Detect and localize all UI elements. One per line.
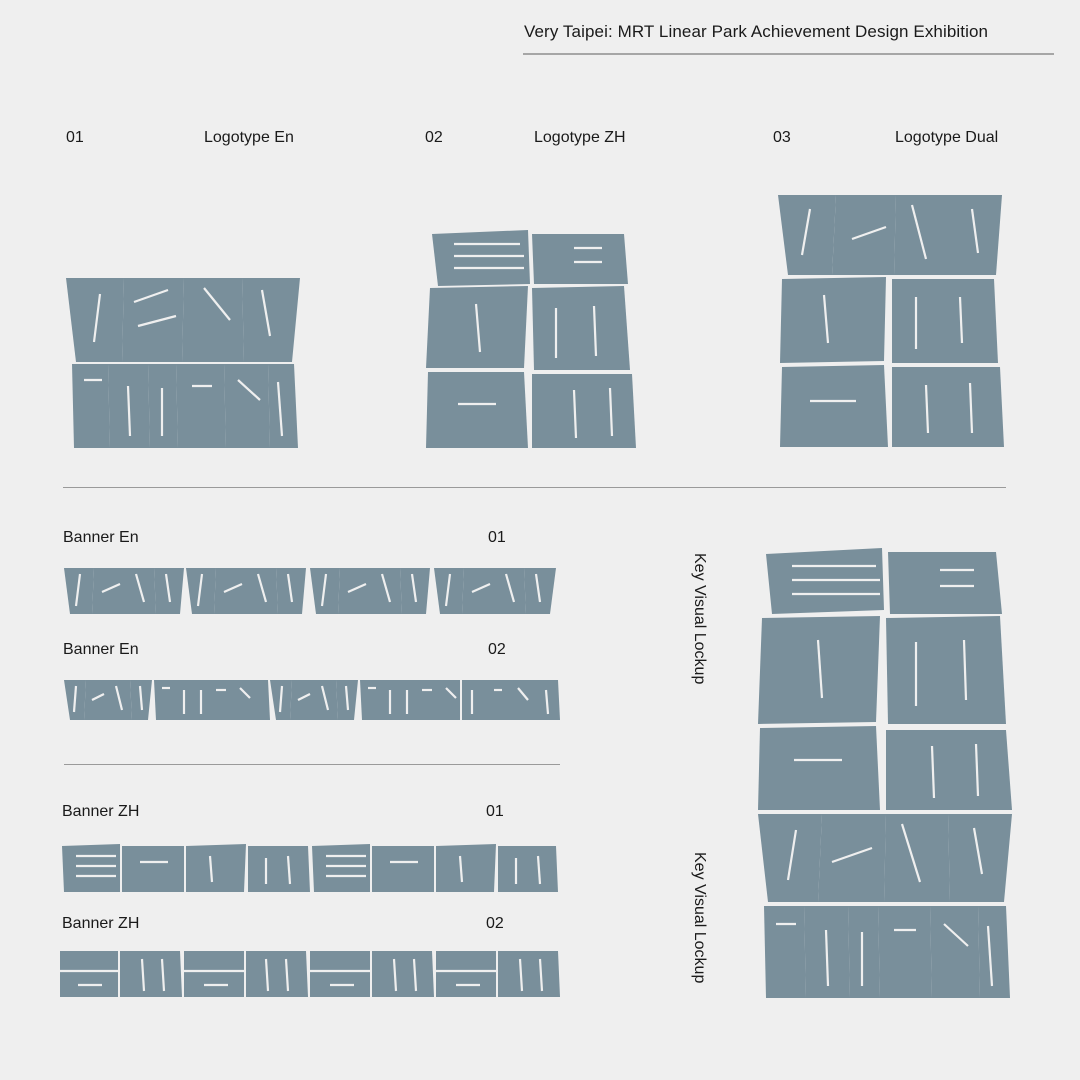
logotype-zh-label: Logotype ZH (534, 129, 626, 146)
section-divider (63, 487, 1006, 488)
logotype-dual-number: 03 (773, 129, 791, 146)
key-visual-artwork (756, 546, 1018, 1002)
banner-zh-1-shapes (62, 844, 558, 892)
logotype-zh-shapes (426, 230, 636, 448)
banner-en-1-number: 01 (488, 529, 506, 546)
logotype-en-artwork (64, 276, 304, 451)
banner-en-1-artwork (62, 566, 558, 616)
logotype-dual-artwork (776, 193, 1008, 449)
banner-zh-1-number: 01 (486, 803, 504, 820)
logotype-zh-artwork (424, 228, 644, 450)
title-underline (523, 53, 1054, 55)
logotype-en-number: 01 (66, 129, 84, 146)
banner-en-2-number: 02 (488, 641, 506, 658)
banner-en-1-shapes (64, 568, 556, 614)
banner-en-1-label: Banner En (63, 529, 139, 546)
banner-en-2-label: Banner En (63, 641, 139, 658)
key-visual-label-top: Key Visual Lockup (691, 553, 708, 685)
key-visual-shapes (758, 548, 1012, 998)
key-visual-label-bottom: Key Visual Lockup (691, 852, 708, 984)
banner-zh-1-label: Banner ZH (62, 803, 140, 820)
banner-zh-2-artwork (58, 947, 562, 999)
banner-en-2-artwork (62, 678, 562, 722)
logotype-dual-label: Logotype Dual (895, 129, 999, 146)
banner-zh-2-label: Banner ZH (62, 915, 140, 932)
logotype-en-label: Logotype En (204, 129, 294, 146)
banner-zh-1-artwork (60, 842, 560, 894)
page-title: Very Taipei: MRT Linear Park Achievement Design Exhibition (524, 22, 989, 41)
banner-divider (64, 764, 560, 765)
banner-zh-2-shapes (60, 951, 560, 997)
banner-en-2-shapes (64, 680, 560, 720)
banner-zh-2-number: 02 (486, 915, 504, 932)
logotype-zh-number: 02 (425, 129, 443, 146)
